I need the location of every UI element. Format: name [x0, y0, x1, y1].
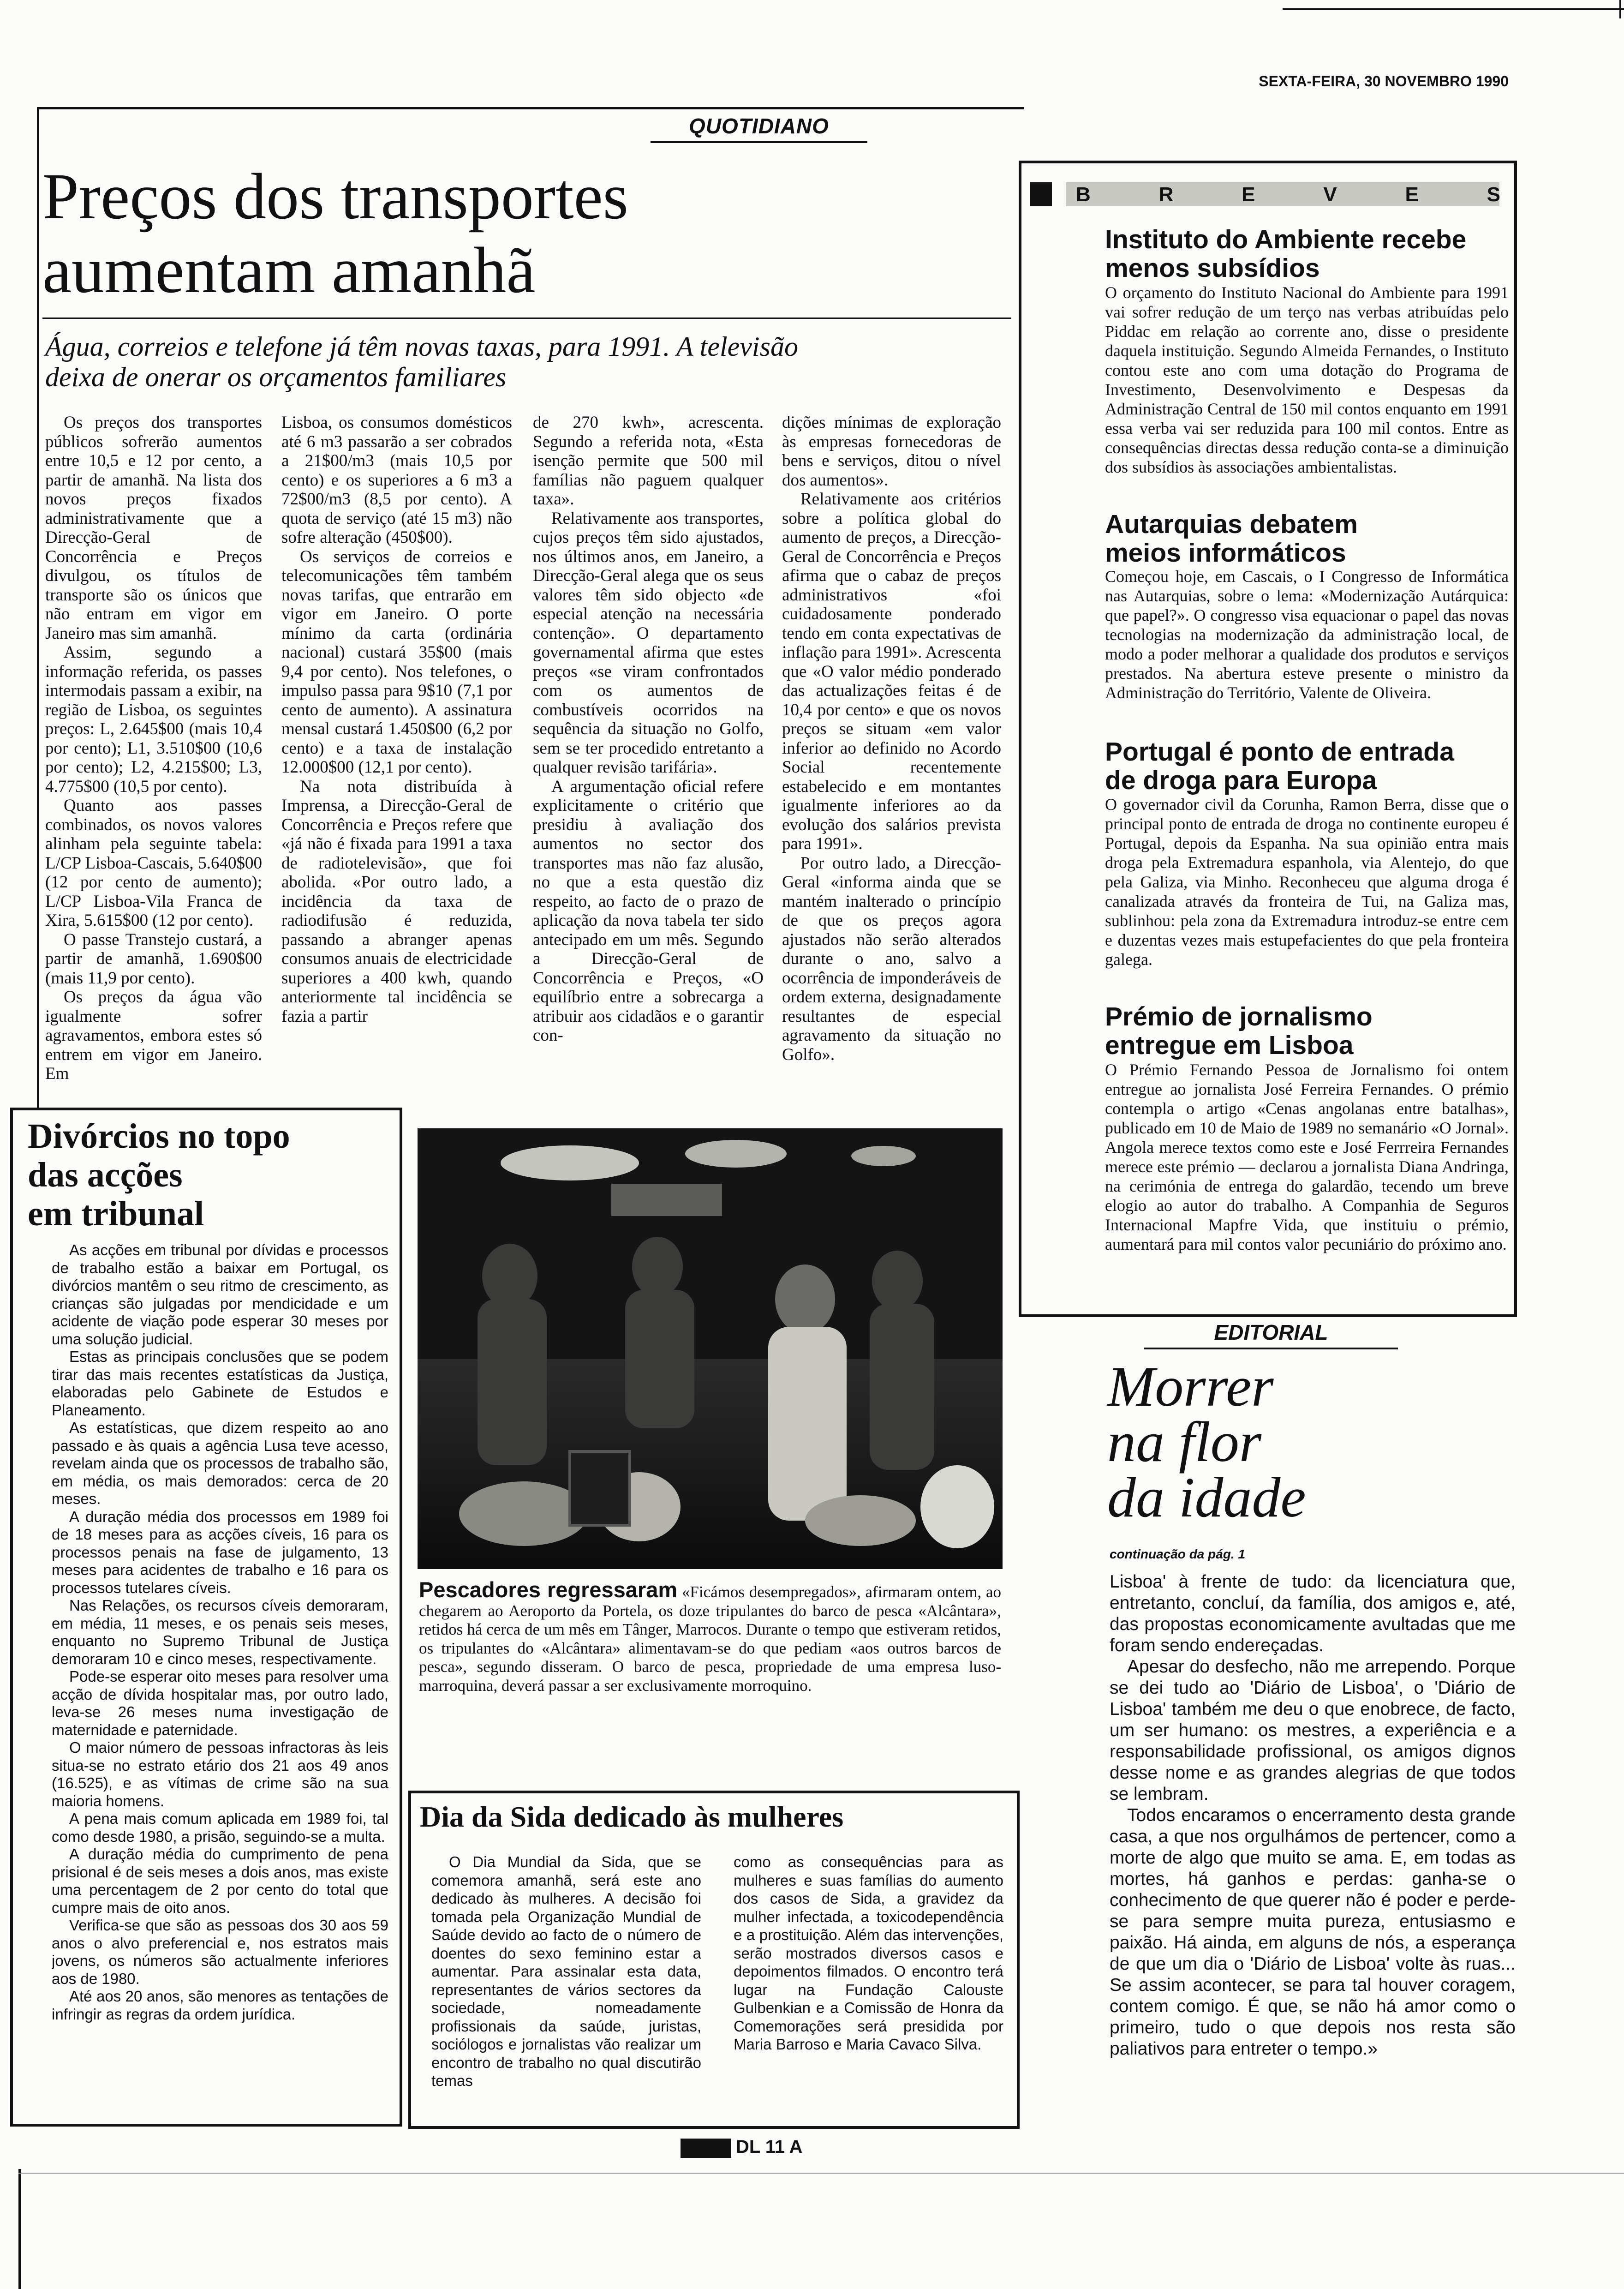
photo-caption-title: Pescadores regressaram — [419, 1577, 678, 1602]
lead-paragraph: O passe Transtejo custará, a partir de amanhã, 1.690$00 (mais 11,9 por cento). — [45, 930, 262, 988]
headline-rule — [42, 318, 1011, 319]
editorial-title-line: da idade — [1107, 1466, 1306, 1529]
section-underline — [651, 141, 867, 143]
divorcios-title-line: em tribunal — [28, 1194, 204, 1233]
breves-letter: V — [1323, 183, 1337, 206]
lead-headline — [42, 159, 1011, 307]
brief-title-line: Prémio de jornalismo — [1105, 1002, 1373, 1031]
breves-square-icon — [1030, 182, 1052, 206]
divorcios-paragraph: Pode-se esperar oito meses para resolver uma acção de dívida hospitalar mas, por outro lado, leva-se 26 meses numa investigação de maternidade e paternidade. — [52, 1668, 388, 1738]
lead-column-2 — [281, 413, 512, 1091]
editorial-title-line: na flor — [1107, 1410, 1262, 1474]
brief-paragraph: O Prémio Fernando Pessoa de Jornalismo foi ontem entregue ao jornalista José Ferreira Fernandes. O prémio contempla o artigo «Cenas angolanas entre batalhas», publicado em 10 de Maio de 1989 no semanário «O Jornal». Angola merece textos como este e José Ferrreira Fernandes merece este prémio — declarou a jornalista Diana Andringa, na cerimónia de entrega do galardão, tecendo um breve elogio ao autor do trabalho. A Companhia de Seguros Internacional Mapfre Vida, que instituiu o prémio, aumentará para mil contos valor pecuniário do próximo ano. — [1105, 1061, 1509, 1253]
breves-letter: B — [1076, 183, 1091, 206]
lead-paragraph: Por outro lado, a Direcção-Geral «informa ainda que se mantém inalterado o princípio de que os preços agora ajustados não serão alterados durante o ano, salvo a ocorrência de imponderáveis de ordem externa, designadamente resultantes de especial agravamento da situação no Golfo». — [782, 853, 1001, 1064]
brief-body — [1105, 1060, 1509, 1309]
brief-title-line: Portugal é ponto de entrada — [1105, 737, 1454, 767]
editorial-paragraph: Apesar do desfecho, não me arrependo. Porque se dei tudo ao 'Diário de Lisboa', o 'Diário de Lisboa' também me deu o que enobrece, de facto, um ser humano: os mestres, a experiência e a responsabilidade profissional, os amigos dignos desse nome e as grandes alegrias de que todos se lembram. — [1110, 1657, 1516, 1804]
lead-paragraph: Os serviços de correios e telecomunicações têm também novas tarifas, que entrarão em vigor em Janeiro. O porte mínimo da carta (ordinária nacional) custará 35$00 (mais 9,4 por cento). Nos telefones, o impulso passa para 9$10 (7,1 por cento de aumento). A assinatura mensal custará 1.450$00 (6,2 por cento) e a taxa de instalação 12.000$00 (12,1 por cento). — [281, 547, 512, 777]
lead-paragraph: Quanto aos passes combinados, os novos valores alinham pela seguinte tabela: L/CP Lisboa-Cascais, 5.640$00 (12 por cento de aumento); L/CP Lisboa-Vila Franca de Xira, 5.615$00 (12 por cento). — [45, 796, 262, 930]
brief-paragraph: O orçamento do Instituto Nacional do Ambiente para 1991 vai sofrer redução de um terço nas verbas atribuídas pelo Piddac em relação ao corrente ano, disse o presidente daquela instituição. Segundo Almeida Fernandes, o Instituto contou este ano com uma dotação do Programa de Investimento, Desenvolvimento e Despesas da Administração Central de 150 mil contos enquanto em 1991 essa verba vai ser reduzida para 100 mil contos. Entre as consequências directas dessa redução conta-se a diminuição dos subsídios às associações ambientalistas. — [1105, 283, 1509, 476]
lead-paragraph: Na nota distribuída à Imprensa, a Direcção-Geral de Concorrência e Preços refere que «já não é fixada para 1991 a taxa de radiotelevisão», que foi abolida. «Por outro lado, a incidência da taxa de radiodifusão é reduzida, passando a abranger apenas consumos anuais de electricidade superiores a 400 kwh, quando anteriormente tal incidência se fazia a partir — [281, 777, 512, 1026]
masthead-date: SEXTA-FEIRA, 30 NOVEMBRO 1990 — [1259, 73, 1509, 90]
divorcios-paragraph: A pena mais comum aplicada em 1989 foi, tal como desde 1980, a prisão, seguindo-se a multa. — [52, 1810, 388, 1845]
lead-paragraph: Relativamente aos critérios sobre a política global do aumento de preços, a Direcção-Geral de Concorrência e Preços afirma que o cabaz de preços administrativos «foi cuidadosamente ponderado tendo em conta expectativas de inflação para 1991». Acrescenta que «O valor médio ponderado das actualizações feitas é de 10,4 por cento» e que os novos preços se situam «em valor inferior ao definido no Acordo Social recentemente estabelecido e em montantes igualmente inferiores ao da evolução dos salários prevista para 1991». — [782, 490, 1001, 853]
breves-letter: R — [1158, 183, 1174, 206]
sida-paragraph: como as consequências para as mulheres e suas famílias do aumento dos casos de Sida, a gravidez da mulher infectada, a toxicodependência e a prostituição. Além das intervenções, serão mostrados diversos casos e depoimentos filmados. O encontro terá lugar na Fundação Calouste Gulbenkian e a Comissão de Honra da Comemorações será presidida por Maria Barroso e Maria Cavaco Silva. — [734, 1853, 1003, 2053]
brief-title-line: menos subsídios — [1105, 253, 1320, 283]
brief-paragraph: O governador civil da Corunha, Ramon Berra, disse que o principal ponto de entrada de droga no continente europeu é Portugal, depois da Espanha. Na sua opinião entra mais droga pela Extremadura espanhola, via Alentejo, do que pela Galiza, via Minho. Reconheceu que alguma droga é canalizada através da fronteira de Tui, na Galiza mas, sublinhou: pela zona da Extremadura introduz-se entre cem e duzentas vezes mais estupefacientes do que pela fronteira galega. — [1105, 795, 1509, 969]
divorcios-paragraph: O maior número de pessoas infractoras às leis situa-se no estrato etário dos 21 aos 49 anos (16.525), e as vítimas de crime são na sua maioria homens. — [52, 1739, 388, 1810]
lead-paragraph: Relativamente aos transportes, cujos preços têm sido ajustados, nos últimos anos, em Janeiro, a Direcção-Geral alega que os seus valores têm sido objecto «de especial atenção na necessária contenção». O departamento governamental afirma que estes preços «se viram confrontados com os aumentos de combustíveis ocorridos na sequência da situação no Golfo, sem se ter procedido entretanto a qualquer revisão tarifária». — [533, 509, 764, 777]
lead-headline-line: Preços dos transportes — [42, 160, 628, 233]
divorcios-title-line: das acções — [28, 1156, 183, 1194]
brief-title — [1105, 225, 1511, 282]
brief-paragraph: Começou hoje, em Cascais, o I Congresso de Informática nas Autarquias, sobre o lema: «Modernização Autárquica: que papel?». O congresso visa equacionar o papel das novas tecnologias na modernização da administração local, de modo a poder melhorar a qualidade dos produtos e serviços prestados. Na abertura esteve presente o ministro da Administração do Território, Valente de Oliveira. — [1105, 567, 1509, 702]
editorial-title — [1107, 1355, 1499, 1529]
editorial-paragraph: Todos encaramos o encerramento desta grande casa, a que nos orgulhámos de pertencer, como a morte de algo que muito se ama. E, em todas as mortes, há ganhos e perdas: ganha-se o conhecimento de que querer não é poder e perde-se para sempre muita pureza, entusiasmo e paixão. Há ainda, em alguns de nós, a esperança de que um dia o 'Diário de Lisboa' volte às ruas... Se assim acontecer, se para tal houver coragem, contem comigo. É que, se não há amor como o primeiro, tudo o que depois nos resta são paliativos para entreter o tempo.» — [1110, 1805, 1516, 2059]
divorcios-title-line: Divórcios no topo — [28, 1117, 290, 1156]
scan-edge-line — [1283, 8, 1624, 10]
lead-column-3 — [533, 413, 764, 1091]
divorcios-paragraph: Verifica-se que são as pessoas dos 30 aos 59 anos o alvo preferencial e, nos estratos mais jovens, os números são actualmente inferiores aos de 1980. — [52, 1917, 388, 1987]
frame-top-line — [37, 107, 1024, 109]
brief-title-line: Autarquias debatem — [1105, 509, 1358, 539]
editorial-rule — [1144, 1348, 1398, 1349]
lead-subhead-line: deixa de onerar os orçamentos familiares — [45, 362, 507, 392]
scan-edge-line — [18, 2169, 21, 2289]
frame-left-line — [37, 107, 39, 1109]
editorial-rule — [1144, 1315, 1398, 1317]
editorial-paragraph: Lisboa' à frente de tudo: da licenciatura que, entretanto, concluí, da família, dos amigos e, até, das propostas economicamente avultadas que me foram sendo endereçadas. — [1110, 1572, 1516, 1655]
photo-caption — [419, 1577, 1001, 1695]
divorcios-paragraph: As estatísticas, que dizem respeito ao ano passado e às quais a agência Lusa teve acesso, revelam ainda que os processos de trabalho são, em média, os mais demorados: cerca de 20 meses. — [52, 1419, 388, 1507]
footer-logo-block — [681, 2139, 731, 2158]
sida-paragraph: O Dia Mundial da Sida, que se comemora amanhã, será este ano dedicado às mulheres. A decisão foi tomada pela Organização Mundial de Saúde devido ao facto de o número de doentes do sexo feminino estar a aumentar. Para assinalar esta data, representantes de vários sectores da sociedade, nomeadamente profissionais da saúde, juristas, sociólogos e jornalistas vão realizar um encontro de trabalho no qual discutirão temas — [431, 1853, 701, 2089]
photo-pescadores — [418, 1128, 1003, 1569]
breves-letter: E — [1242, 183, 1255, 206]
lead-paragraph: Assim, segundo a informação referida, os passes intermodais passam a exibir, na região de Lisboa, os seguintes preços: L, 2.645$00 (mais 10,4 por cento); L1, 3.510$00 (10,6 por cento); L2, 4.215$00; L3, 4.775$00 (10,5 por cento). — [45, 643, 262, 796]
brief-body — [1105, 283, 1509, 504]
brief-body — [1105, 567, 1509, 728]
editorial-title-line: Morrer — [1107, 1355, 1274, 1418]
lead-paragraph: dições mínimas de exploração às empresas fornecedoras de bens e serviços, ditou o nível dos aumentos». — [782, 413, 1001, 490]
divorcios-paragraph: A duração média do cumprimento de pena prisional é de seis meses a dois anos, mas existe uma percentagem de 2 por cento do total que cumpre mais de oito anos. — [52, 1846, 388, 1916]
editorial-continuation: continuação da pág. 1 — [1110, 1547, 1246, 1561]
photo-pescadores-image — [418, 1128, 1003, 1569]
sida-column-2 — [734, 1853, 1003, 2116]
photo-caption-text: «Ficámos desempregados», afirmaram ontem, ao chegarem ao Aeroporto da Portela, os doze tripulantes do barco de pesca «Alcântara», retidos há cerca de um mês em Tânger, Marrocos. Durante o tempo que estiveram retidos, os tripulantes do «Alcântara» alimentavam-se do que pediam «aos outros barcos de pesca», segundo disseram. O barco de pesca, propriedade de uma empresa luso-marroquina, deverá passar a ser exclusivamente morroquino. — [419, 1583, 1001, 1695]
editorial-body — [1110, 1571, 1516, 2139]
lead-column-4 — [782, 413, 1001, 1091]
lead-subhead — [45, 331, 1014, 392]
brief-body — [1105, 795, 1509, 993]
divorcios-paragraph: Estas as principais conclusões que se podem tirar das mais recentes estatísticas da Justiça, elaboradas pelo Gabinete de Estudos e Planeamento. — [52, 1348, 388, 1419]
lead-paragraph: Os preços da água vão igualmente sofrer agravamentos, embora estes só entrem em vigor em Janeiro. Em — [45, 988, 262, 1083]
breves-letter: S — [1487, 183, 1500, 206]
lead-column-1 — [45, 413, 262, 1091]
lead-paragraph: A argumentação oficial refere explicitamente o critério que presidiu à avaliação dos aumentos no sector dos transportes mas não faz alusão, no que a esta questão diz respeito, ao facto de o prazo de aplicação da nova tabela ter sido antecipado em um mês. Segundo a Direcção-Geral de Concorrência e Preços, «O equilíbrio entre a sobrecarga a atribuir aos cidadãos e o garantir con- — [533, 777, 764, 1045]
divorcios-paragraph: A duração média dos processos em 1989 foi de 18 meses para as acções cíveis, 16 para os processos penais na fase de julgamento, 13 meses para acidentes de trabalho e 16 para os processos tutelares cíveis. — [52, 1508, 388, 1596]
brief-title-line: Instituto do Ambiente recebe — [1105, 225, 1467, 254]
editorial-label: EDITORIAL — [1214, 1320, 1328, 1344]
brief-title — [1105, 737, 1511, 795]
footer-page-text: DL 11 A — [736, 2137, 803, 2157]
section-label: QUOTIDIANO — [689, 114, 829, 138]
divorcios-paragraph: Nas Relações, os recursos cíveis demoraram, em média, 11 meses, e os penais seis meses, enquanto no Supremo Tribunal de Justiça demoraram 10 e cinco meses, respectivamente. — [52, 1597, 388, 1667]
brief-title-line: entregue em Lisboa — [1105, 1031, 1354, 1060]
lead-headline-line: aumentam amanhã — [42, 234, 536, 306]
divorcios-body — [52, 1241, 388, 2118]
brief-title — [1105, 1002, 1511, 1060]
breves-banner — [1025, 182, 1510, 210]
sida-title: Dia da Sida dedicado às mulheres — [420, 1800, 844, 1833]
scan-edge-line — [18, 2173, 1624, 2174]
brief-title-line: de droga para Europa — [1105, 766, 1377, 795]
divorcios-paragraph: As acções em tribunal por dívidas e processos de trabalho estão a baixar em Portugal, os divórcios mantêm o seu ritmo de crescimento, as crianças são julgadas por mendicidade e um acidente de viação pode esperar 30 meses por uma solução judicial. — [52, 1241, 388, 1348]
scan-edge-line — [1619, 0, 1621, 18]
lead-paragraph: Lisboa, os consumos domésticos até 6 m3 passarão a ser cobrados a 21$00/m3 (mais 10,5 por cento) e os superiores a 6 m3 a 72$00/m3 (8,5 por cento). A quota de serviço (até 15 m3) não sofre alteração (450$00). — [281, 413, 512, 547]
footer-page-mark — [681, 2137, 837, 2160]
brief-title-line: meios informáticos — [1105, 538, 1346, 568]
lead-paragraph: de 270 kwh», acrescenta. Segundo a referida nota, «Esta isenção permite que 500 mil famílias não paguem qualquer taxa». — [533, 413, 764, 509]
sida-column-1 — [431, 1853, 701, 2116]
breves-letters — [1076, 183, 1500, 206]
brief-title — [1105, 510, 1511, 567]
breves-letter: E — [1405, 183, 1419, 206]
divorcios-title — [28, 1117, 388, 1233]
lead-paragraph: Os preços dos transportes públicos sofrerão aumentos entre 10,5 e 12 por cento, a partir de amanhã. Na lista dos novos preços fixados administrativamente que a Direcção-Geral de Concorrência e Preços divulgou, os títulos de transporte são os únicos que não entram em vigor em Janeiro mas sim amanhã. — [45, 413, 262, 643]
lead-subhead-line: Água, correios e telefone já têm novas taxas, para 1991. A televisão — [45, 331, 798, 362]
divorcios-paragraph: Até aos 20 anos, são menores as tentações de infringir as regras da ordem jurídica. — [52, 1988, 388, 2023]
